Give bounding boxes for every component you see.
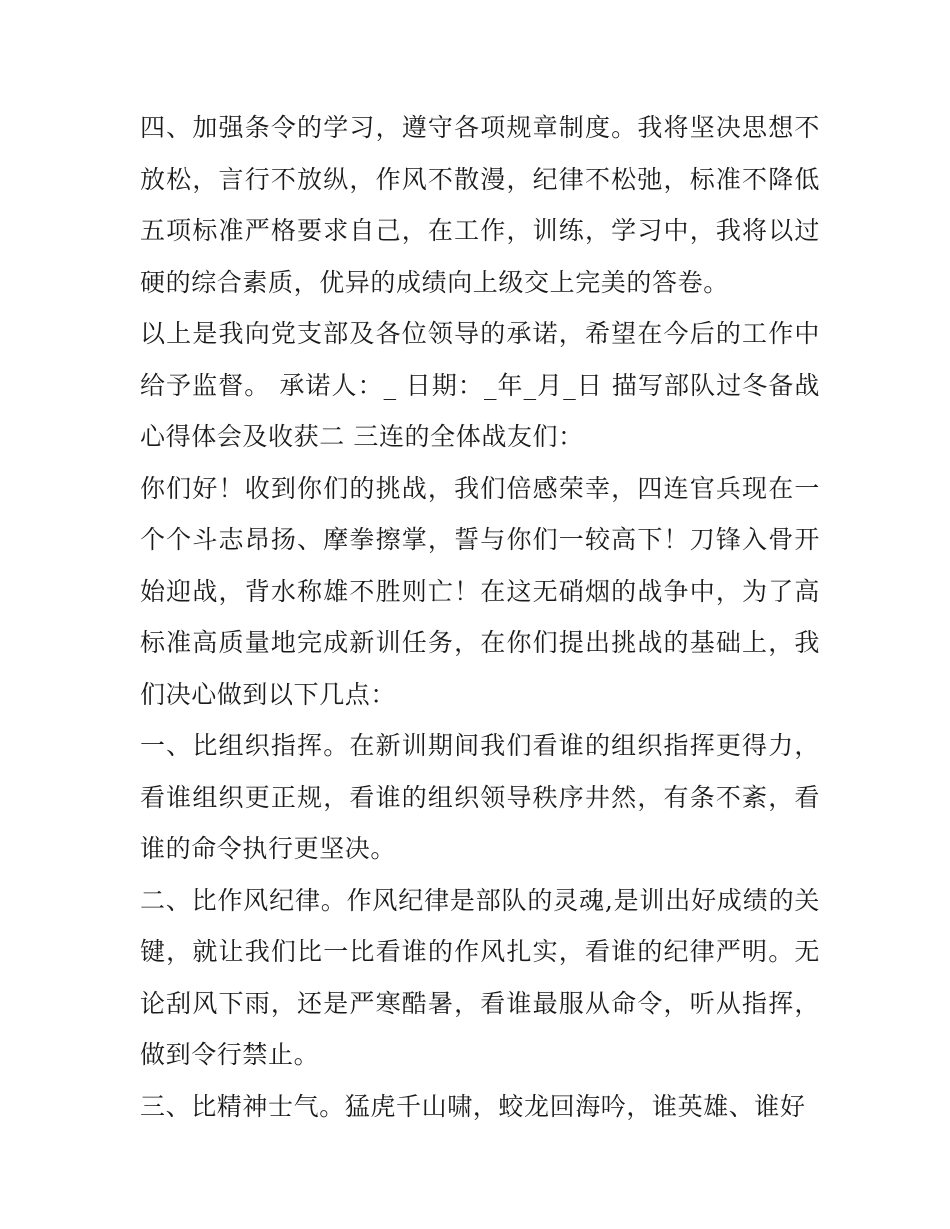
paragraph-challenge-intro: 你们好！收到你们的挑战，我们倍感荣幸，四连官兵现在一个个斗志昂扬、摩拳擦掌，誓与你们一较高下！刀锋入骨开始迎战，背水称雄不胜则亡！在这无硝烟的战争中，为了高标准高质量地完成新训任务，在你们提出挑战的基础上，我们决心做到以下几点： [140, 473, 820, 709]
paragraph-commitment-closing: 以上是我向党支部及各位领导的承诺，希望在今后的工作中给予监督。 承诺人：_ 日期：_年_月_日 描写部队过冬备战心得体会及收获二 三连的全体战友们： [140, 319, 820, 451]
paragraph-point-one: 一、比组织指挥。在新训期间我们看谁的组织指挥更得力，看谁组织更正规，看谁的组织领导秩序井然，有条不紊，看谁的命令执行更坚决。 [140, 731, 820, 863]
paragraph-point-two: 二、比作风纪律。作风纪律是部队的灵魂,是训出好成绩的关键，就让我们比一比看谁的作风扎实，看谁的纪律严明。无论刮风下雨，还是严寒酷暑，看谁最服从命令，听从指挥，做到令行禁止。 [140, 885, 820, 1069]
paragraph-point-three: 三、比精神士气。猛虎千山啸，蛟龙回海吟，谁英雄、谁好 [140, 1091, 806, 1121]
document-body [140, 102, 820, 1132]
paragraph-commitment-four: 四、加强条令的学习，遵守各项规章制度。我将坚决思想不放松，言行不放纵，作风不散漫，纪律不松弛，标准不降低五项标准严格要求自己，在工作，训练，学习中，我将以过硬的综合素质，优异的成绩向上级交上完美的答卷。 [140, 113, 820, 297]
